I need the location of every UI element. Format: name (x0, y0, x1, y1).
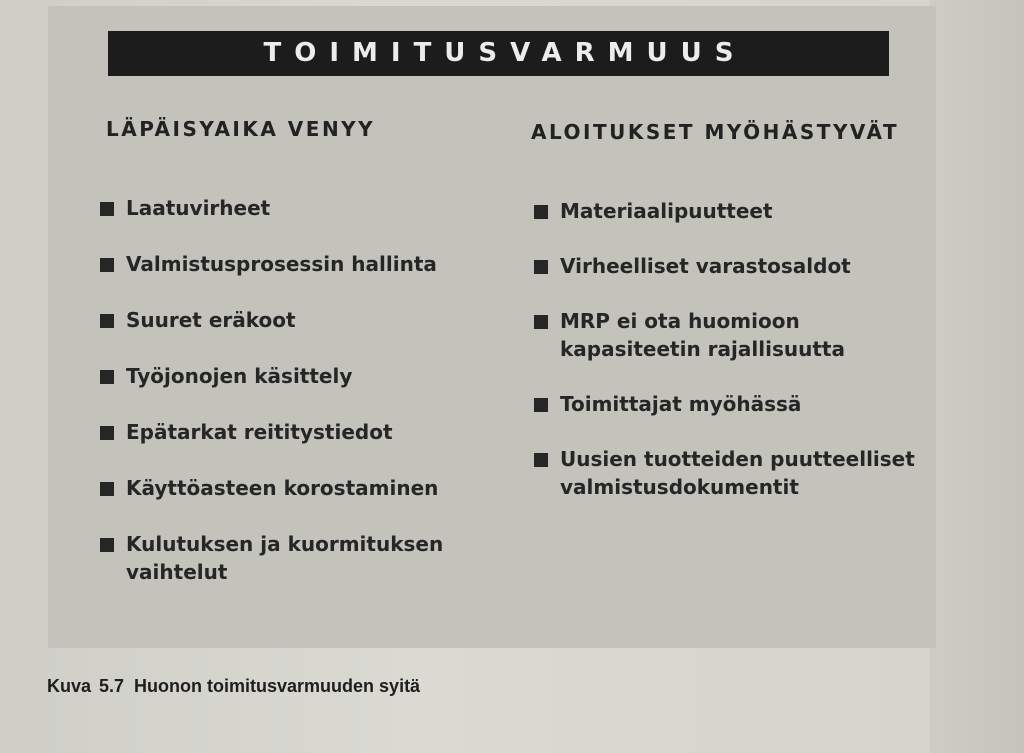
list-item-text: Toimittajat myöhässä (560, 392, 802, 416)
list-item (96, 530, 461, 586)
list-item (530, 252, 930, 280)
square-bullet-icon (100, 538, 114, 552)
square-bullet-icon (534, 260, 548, 274)
list-item (530, 390, 930, 418)
list-item (96, 194, 486, 222)
list-item-text: Virheelliset varastosaldot (560, 254, 851, 278)
list-item (530, 197, 930, 225)
list-item-text: Työjonojen käsittely (126, 364, 353, 388)
list-item (96, 362, 486, 390)
list-item-text: Laatuvirheet (126, 196, 271, 220)
square-bullet-icon (534, 205, 548, 219)
right-column-heading: ALOITUKSET MYÖHÄSTYVÄT (531, 120, 900, 144)
square-bullet-icon (100, 258, 114, 272)
square-bullet-icon (100, 202, 114, 216)
list-item-text: Materiaalipuutteet (560, 199, 773, 223)
list-item-text: Epätarkat reititystiedot (126, 420, 393, 444)
list-item-text: Uusien tuotteiden puutteelliset valmistusdokumentit (560, 447, 915, 499)
caption-label: Kuva (47, 676, 92, 696)
square-bullet-icon (100, 426, 114, 440)
list-item (530, 307, 870, 363)
left-column-list (96, 194, 486, 614)
caption-text: Huonon toimitusvarmuuden syitä (134, 676, 421, 696)
figure-caption (47, 676, 420, 697)
list-item-text: Käyttöasteen korostaminen (126, 476, 439, 500)
list-item-text: Kulutuksen ja kuormituksen vaihtelut (126, 532, 444, 584)
caption-number: 5.7 (99, 676, 125, 696)
list-item (96, 474, 486, 502)
right-column-list (530, 197, 940, 528)
list-item-text: MRP ei ota huomioon kapasiteetin rajallisuutta (560, 309, 845, 361)
list-item (96, 418, 486, 446)
figure-title: TOIMITUSVARMUUS (108, 31, 889, 76)
square-bullet-icon (100, 482, 114, 496)
list-item (96, 250, 486, 278)
list-item (530, 445, 940, 501)
square-bullet-icon (100, 370, 114, 384)
page-margin (930, 0, 1024, 753)
list-item-text: Suuret eräkoot (126, 308, 296, 332)
square-bullet-icon (534, 453, 548, 467)
square-bullet-icon (100, 314, 114, 328)
list-item (96, 306, 486, 334)
left-column-heading: LÄPÄISYAIKA VENYY (106, 117, 376, 141)
square-bullet-icon (534, 398, 548, 412)
square-bullet-icon (534, 315, 548, 329)
list-item-text: Valmistusprosessin hallinta (126, 252, 437, 276)
